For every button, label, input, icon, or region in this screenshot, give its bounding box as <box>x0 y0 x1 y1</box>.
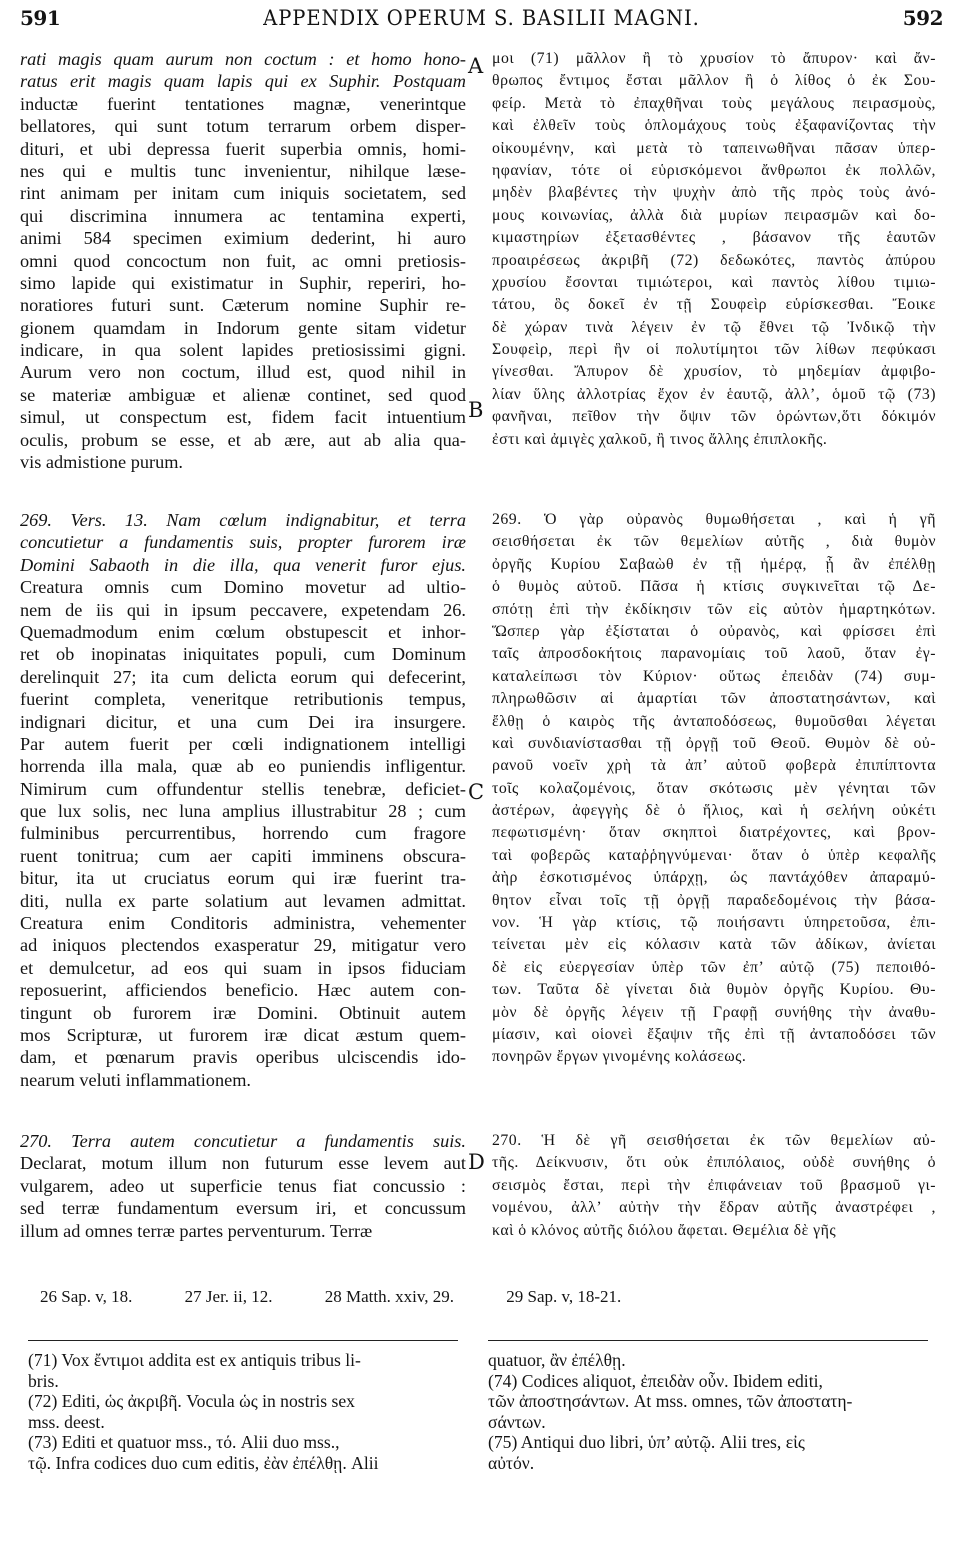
margin-letter-a: A <box>468 54 484 78</box>
text-line: rati magis quam aurum non coctum : et homo hono- <box>20 49 466 69</box>
greek-column-section-3 <box>492 1130 936 1242</box>
text-line: λίαν ὕλης ἀλλοτρίας ἔχον ἐν ἑαυτῷ, ἀλλ’, ὁμοῦ τῷ (73) <box>492 385 936 403</box>
text-line: nem de iis qui in ipsum peccavere, expetendam 26. <box>20 599 466 620</box>
text-line: καὶ ὁ κλόνος αὐτῆς διόλου ἄφεται. Θεμέλια δὲ γῆς <box>492 1221 837 1239</box>
text-line: et demulcetur, ad eos qui suam in ipsos fiduciam <box>20 957 466 978</box>
text-line: horrenda illa mala, quæ ab eo puniendis infligentur. <box>20 756 466 777</box>
text-line: 270. Terra autem concutietur a fundamentis suis. <box>20 1131 466 1151</box>
text-line: δὲ χώραν τινὰ λέγειν ἐν τῷ ἔθνει τῷ Ἰνδικῷ τὴν <box>492 318 936 336</box>
text-line: μὸν δὲ ὀργῆς λέγειν τῇ Γραφῇ συνήθης τὴν ἀναθυ- <box>492 1003 936 1021</box>
text-line: μίασιν, καὶ οἱονεὶ ἔξαψιν τῆς ἐπὶ τῇ ἀνταποδόσει τῶν <box>492 1025 936 1043</box>
text-line: ὁ θυμὸς αὐτοῦ. Πᾶσα ἡ κτίσις συγκινεῖται τῷ Δε- <box>492 578 936 596</box>
text-line: ηφανίαν, τότε οἱ εὑρισκόμενοι ἄνθρωποι ἐκ πολλῶν, <box>492 161 936 179</box>
scripture-ref: 27 Jer. ii, 12. <box>184 1287 273 1306</box>
latin-column-section-3 <box>20 1130 466 1242</box>
text-line: ρανοῦ νοεῖν χρὴ τὰ ἀπ’ αὐτοῦ φοβερὰ ἐπιπίπτοντα <box>492 757 936 775</box>
footnote-line: (71) Vox ἔντιμοι addita est ex antiquis tribus li- <box>28 1350 361 1370</box>
text-line: ἐστι καὶ ἀμιγὲς χαλκοῦ, ἢ τινος ἄλλης ἐπιπλοκῆς. <box>492 430 828 448</box>
margin-letter-c: C <box>468 780 485 804</box>
greek-column-section-2 <box>492 509 936 1069</box>
text-line: ratus erit magis quam lapis qui ex Suphir. Postquam <box>20 71 466 92</box>
text-line: ἀστέρων, ἀφεγγὴς δὲ ὁ ἥλιος, καὶ ἡ σελήνη οὐκέτι <box>492 802 936 820</box>
text-line: inductæ fuerint tentationes magnæ, venerintque <box>20 93 466 114</box>
text-line: ruent tonitrua; cum aer capiti imminens obscura- <box>20 845 466 866</box>
text-line: τάτου, ὃς δοκεῖ ἐν τῇ Σουφεὶρ εὑρίσκεσθαι. Ἔοικε <box>492 296 936 314</box>
text-line: bitur, ita ut cruciatus eorum qui iræ fuerint tra- <box>20 868 466 889</box>
text-line: Creatura enim Conditoris administra, vehementer <box>20 913 466 934</box>
text-line: προαιρέσεως ἀκριβῆ (72) δεδωκότες, παντὸς ἀπύρου <box>492 251 936 269</box>
text-line: σεισθήσεται ἐκ τῶν θεμελίων αὐτῆς , διὰ θυμὸν <box>492 533 936 551</box>
text-line: animi 584 specimen eximium dederint, hi auro <box>20 228 466 249</box>
text-line: diti, nulla ex parte solatium aut levamen admittat. <box>20 890 466 911</box>
text-line: se materiæ ambiguæ et alienæ continet, sed quod <box>20 384 466 405</box>
scripture-references <box>40 1287 940 1307</box>
text-line: τείνεται μὲν εἰς κόλασιν κατὰ τῶν ἀδίκων, ἀνίεται <box>492 936 936 954</box>
text-line: Quemadmodum enim cœlum obstupescit et inhor- <box>20 621 466 642</box>
footnote-rule-right <box>488 1340 928 1341</box>
running-title: APPENDIX OPERUM S. BASILII MAGNI. <box>263 6 700 30</box>
text-line: Nimirum cum offundentur stellis tenebræ, deficiet- <box>20 778 466 799</box>
text-line: πεφωτισμένη· ὅταν σκηπτοὶ διατρέχοντες, καὶ βρον- <box>492 824 936 842</box>
text-line: σπότῃ ἐπὶ τὴν ἐκδίκησιν τῶν εἰς αὐτὸν ἡμαρτηκότων. <box>492 600 936 618</box>
text-line: οἰκουμένην, καὶ μετὰ τὸ ταπεινωθῆναι πᾶσαν ὑπερ- <box>492 139 936 157</box>
margin-letter-d: D <box>468 1150 485 1174</box>
text-line: μηδὲν βλαβέντες τὴν ψυχὴν ἀπὸ τῆς πρὸς τοὺς ἀνό- <box>492 184 936 202</box>
text-line: γίνεσθαι. Ἄπυρον δὲ χρυσίον, τὸ μηδεμίαν ἀμφιβο- <box>492 363 936 381</box>
text-line: Σουφεὶρ, περὶ ἣν οἱ πολυτίμητοι τῶν λίθων πεφύκασι <box>492 341 936 359</box>
text-line: Domini Sabaoth in die illa, qua venerit furor ejus. <box>20 554 466 575</box>
text-line: νομένου, ἀλλ’ αὐτὴν τὴν ἕδραν αὐτῆς ἀναστρέφει , <box>492 1199 936 1217</box>
text-line: qui discrimina innumera ac tentamina experti, <box>20 205 466 226</box>
text-line: θητον εἶναι τοῖς τῇ ὀργῇ παραδεδομένοις τὴν βάσα- <box>492 891 936 909</box>
text-line: κιμαστηρίων ἐξετασθέντες , βάσανον τῆς ἑαυτῶν <box>492 229 936 247</box>
footnote-line: τῷ. Infra codices duo cum editis, ἐὰν ἐπέλθῃ. Alii <box>28 1452 379 1473</box>
text-line: σεισμὸς ἔσται, περὶ τὴν ἐπιφάνειαν τοῦ βρασμοῦ γι- <box>492 1176 936 1194</box>
text-line: noratiores futuri sunt. Cæterum nomine Suphir re- <box>20 295 466 316</box>
text-line: Declarat, motum illum non futurum esse levem aut <box>20 1153 466 1174</box>
text-line: ad iniquos plectendos exasperatur 29, mitigatur vero <box>20 935 466 956</box>
text-line: πονηρῶν ἔργων γινομένης κολάσεως. <box>492 1048 747 1066</box>
text-line: indignari dicitur, et una cum Dei ira insurgere. <box>20 711 466 732</box>
text-line: 270. Ἡ δὲ γῆ σεισθήσεται ἐκ τῶν θεμελίων αὐ- <box>492 1132 936 1149</box>
text-line: illum ad omnes terræ partes perventurum. Terræ <box>20 1220 373 1241</box>
text-line: 269. Ὁ γὰρ οὐρανὸς θυμωθήσεται , καὶ ἡ γῆ <box>492 511 936 528</box>
footnotes-left <box>28 1350 468 1473</box>
footnote-line: αὐτόν. <box>488 1452 535 1473</box>
text-line: nes qui e multis tunc invenientur, nihilque læse- <box>20 160 466 181</box>
text-line: ταὶ φοβερῶς καταῤῥηγνύμεναι· ὅταν ὁ ὑπὲρ κεφαλῆς <box>492 846 936 864</box>
text-line: tingunt ob furorem iræ Domini. Obtinuit autem <box>20 1002 466 1023</box>
text-line: concutietur a fundamentis suis, propter furorem iræ <box>20 532 466 553</box>
footnotes-right <box>488 1350 938 1473</box>
text-line: μοι (71) μᾶλλον ἢ τὸ χρυσίον τὸ ἄπυρον· καὶ ἄν- <box>492 50 936 67</box>
text-line: fulminibus percurrentibus, horrendo cum fragore <box>20 823 466 844</box>
text-line: vis admistione purum. <box>20 452 183 473</box>
text-line: oculis, probum se esse, et ab ære, aut ab alia qua- <box>20 429 466 450</box>
greek-column-section-1 <box>492 48 936 451</box>
footnote-line: quatuor, ἂν ἐπέλθῃ. <box>488 1350 626 1370</box>
footnote-line: mss. deest. <box>28 1411 105 1432</box>
page-number-left: 591 <box>20 6 61 30</box>
text-line: ὀργῆς Κυρίου Σαβαὼθ ἐν τῇ ἡμέρᾳ, ᾗ ἂν ἐπέλθῃ <box>492 555 936 573</box>
text-line: πληρωθῶσιν αἱ ἁμαρτίαι τῶν ἀποστατησάντων, καὶ <box>492 690 936 708</box>
text-line: τῆς. Δείκνυσιν, ὅτι οὐκ ἐπιπόλαιος, οὐδὲ συνήθης ὁ <box>492 1154 936 1172</box>
footnote-line: σάντων. <box>488 1411 546 1432</box>
text-line: 269. Vers. 13. Nam cœlum indignabitur, et terra <box>20 510 466 530</box>
text-line: fuerint completa, veneritque retributionis tempus, <box>20 689 466 710</box>
text-line: χρυσίου ἔσονται τιμιώτεροι, καὶ παντὸς λίθου τιμιω- <box>492 273 936 291</box>
latin-column-section-2 <box>20 509 466 1091</box>
text-line: gionem quamdam in Indorum gente sitam videtur <box>20 317 466 338</box>
scripture-ref: 28 Matth. xxiv, 29. <box>324 1287 454 1306</box>
page-number-right: 592 <box>902 6 943 30</box>
text-line: καταλείπωσι τὸν Κύριον· οὕτως ἐπειδὰν (74) συμ- <box>492 667 936 685</box>
text-line: que lux solis, nec luna amplius illustrabitur 28 ; cum <box>20 801 466 822</box>
text-line: simo lapide qui existimatur in Suphir, reperiri, ho- <box>20 272 466 293</box>
footnote-rule-left <box>28 1340 458 1341</box>
footnote-line: bris. <box>28 1370 59 1391</box>
text-line: nearum veluti inflammationem. <box>20 1069 251 1090</box>
text-line: dam, et pœnarum pravis operibus ulciscendis ido- <box>20 1047 466 1068</box>
running-head <box>20 6 943 40</box>
footnote-line: (74) Codices aliquot, ἐπειδὰν οὖν. Ibidem editi, <box>488 1370 823 1391</box>
text-line: θρωπος ἔντιμος ἔσται μᾶλλον ἢ ὁ λίθος ὁ ἐκ Σου- <box>492 72 936 90</box>
footnote-line: (72) Editi, ὡς ἀκριβῆ. Vocula ὡς in nostris sex <box>28 1391 355 1411</box>
text-line: Ὥσπερ γὰρ ἐξίσταται ὁ οὐρανὸς, καὶ φρίσσει ἐπὶ <box>492 622 936 640</box>
text-line: omni quod concoctum non fuit, ac omni pretiosis- <box>20 250 466 271</box>
text-line: μους κοινωνίας, ἀλλὰ διὰ μυρίων πειρασμῶν καὶ δο- <box>492 206 936 224</box>
text-line: sed terræ fundamentum eversum iri, et concussum <box>20 1198 466 1219</box>
footnote-line: (73) Editi et quatuor mss., τό. Alii duo mss., <box>28 1432 340 1452</box>
margin-letter-b: B <box>468 398 484 422</box>
text-line: derelinquit 27; ita cum delicta eorum qui defecerint, <box>20 666 466 687</box>
text-line: dituri, et ubi depressa fuerit superbia omnis, homi- <box>20 138 466 159</box>
text-line: δὲ εἰς εὐεργεσίαν ὑπὲρ τῶν ἐπ’ αὐτῷ (75) πεποιθό- <box>492 958 936 976</box>
text-line: ἔλθῃ ὁ καιρὸς τῆς ἀνταποδόσεως, θυμοῦσθαι λέγεται <box>492 712 936 730</box>
text-line: bellatores, qui sunt totum terrarum orbem disper- <box>20 116 466 137</box>
text-line: νον. Ἡ γὰρ κτίσις, τῷ ποιήσαντι ὑπηρετοῦσα, ἐπι- <box>492 914 936 932</box>
text-line: reposuerint, afficiendos beneficio. Hæc autem con- <box>20 980 466 1001</box>
text-line: ἀὴρ ἐσκοτισμένος ὑπάρχῃ, ὡς παντάχόθεν ἀπαραμύ- <box>492 869 936 887</box>
text-line: καὶ συνδιανίστασθαι τῇ ὀργῇ τοῦ Θεοῦ. Θυμὸν δὲ οὐ- <box>492 734 936 752</box>
text-line: τοῖς κολαζομένοις, ὅταν σκότωσις μὲν γένηται τῶν <box>492 779 936 797</box>
text-line: φείρ. Μετὰ τὸ ἐπαχθῆναι τοὺς μεγάλους πειρασμοὺς, <box>492 94 936 112</box>
text-line: των. Ταῦτα δὲ γίνεται διὰ θυμὸν ὀργῆς Κυρίου. Θυ- <box>492 981 936 999</box>
text-line: indicare, in qua solent lapides pretiosissimi gigni. <box>20 340 466 361</box>
footnote-line: (75) Antiqui duo libri, ὑπ’ αὐτῷ. Alii tres, εἰς <box>488 1432 805 1452</box>
text-line: Aurum vero non coctum, illud est, quod nihil in <box>20 362 466 383</box>
latin-column-section-1 <box>20 48 466 473</box>
text-line: vulgarem, adeo ut superficie tenus fiat concussio : <box>20 1175 466 1196</box>
footnote-line: τῶν ἀποστησάντων. At mss. omnes, τῶν ἀποστατη- <box>488 1391 853 1411</box>
scripture-ref: 29 Sap. v, 18-21. <box>506 1287 622 1306</box>
text-line: simul, ut conspectum est, fidem facit intuentium <box>20 407 466 428</box>
text-line: ταῖς ἀπροσδοκήτοις παρανομίαις τοῦ λαοῦ, ὅταν ἐγ- <box>492 645 936 663</box>
text-line: mos Scripturæ, ut furorem iræ dicat æstum quem- <box>20 1024 466 1045</box>
text-line: Par autem fuerit per cœli indignationem intelligi <box>20 733 466 754</box>
text-line: ret ob inopinatas iniquitates populi, cum Dominum <box>20 644 466 665</box>
text-line: rint animam per initam cum iniquis societatem, sed <box>20 183 466 204</box>
text-line: καὶ ἐλθεῖν τοὺς ὁπλομάχους τοὺς ἐξαφανίζοντας τὴν <box>492 117 936 135</box>
text-line: Creatura omnis cum Domino movetur ad ultio- <box>20 577 466 598</box>
scripture-ref: 26 Sap. v, 18. <box>40 1287 133 1306</box>
text-line: φανῆναι, πεῖθον τὴν ὄψιν τῶν ὁρώντων,ὅτι δόκιμόν <box>492 408 936 426</box>
